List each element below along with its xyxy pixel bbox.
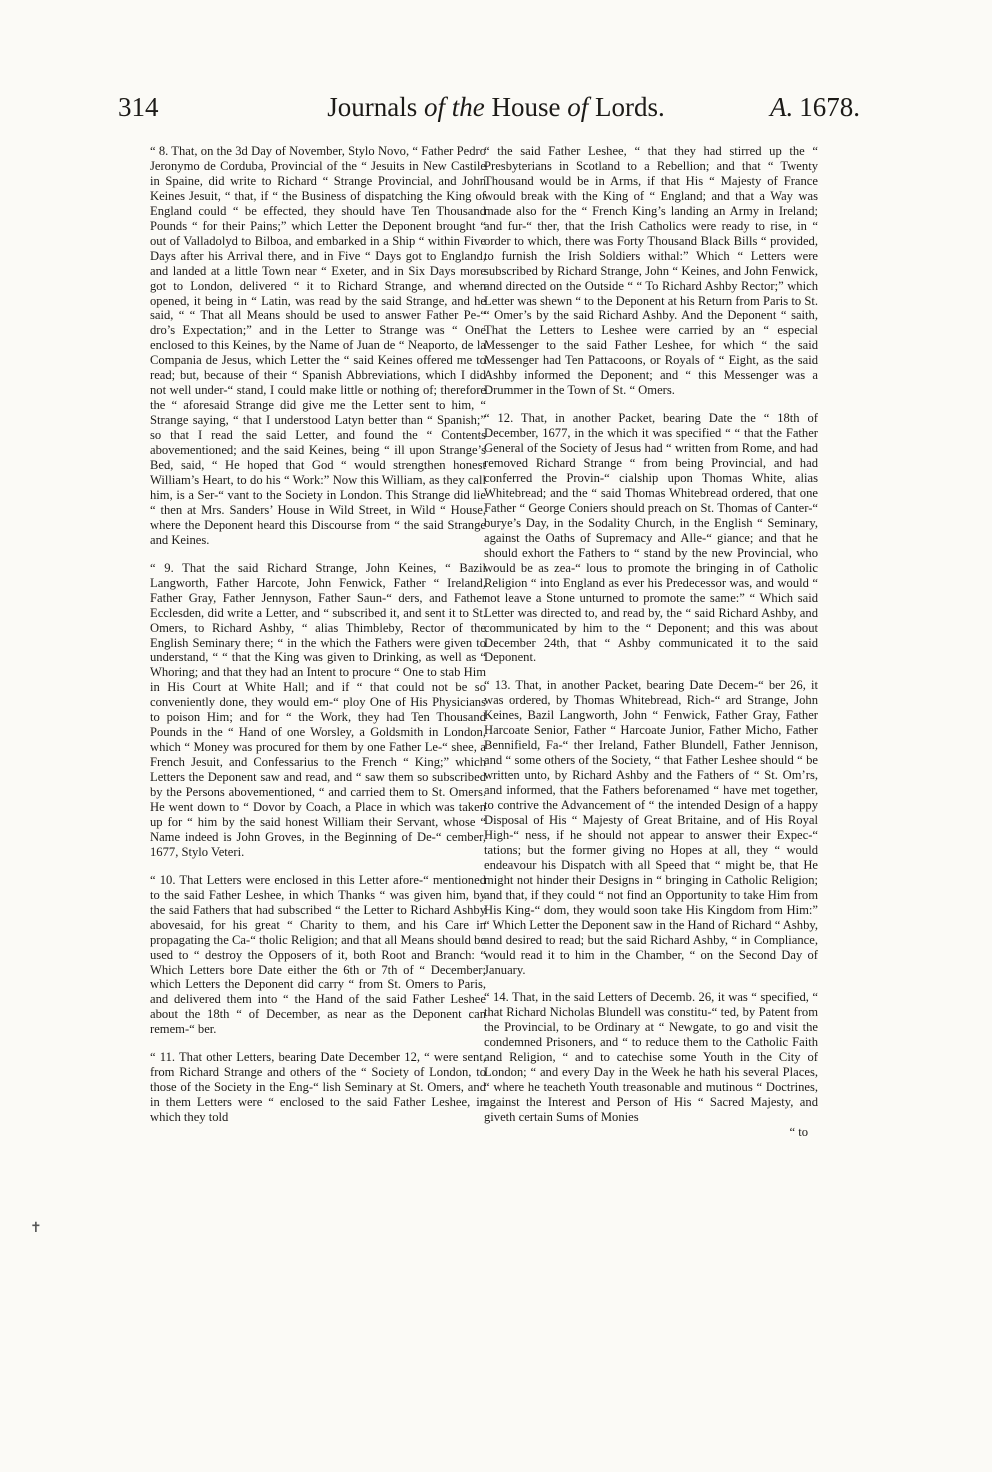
running-title: Journals of the House of Lords. (327, 92, 665, 122)
catchword: “ to (789, 1125, 808, 1140)
paragraph-10: “ 10. That Letters were enclosed in this Letter afore-“ mentioned to the said Father Leshee, in which Thanks “ was given him, by the said Fathers that had subscribed “ the Letter to Richard Ashby abovesaid, for his great “ Charity to them, and his Care in propagating the Ca-“ tholic Religion; and that all Means should be used to “ destroy the Opposers of it, both Root and Branch: “ Which Letters bore Date either the 6th or 7th of “ December; which Letters the Deponent did carry “ from St. Omers to Paris, and delivered them into “ the Hand of the said Father Leshee about the 18th “ of December, as near as the Deponent can remem-“ ber. (150, 872, 486, 1037)
left-column (150, 144, 486, 1125)
paragraph-11-continued: “ the said Father Leshee, “ that they had stirred up the “ Presbyterians in Scotland to a Rebellion; and that “ Twenty Thousand would be in Arms, if that His “ Majesty of France would break with the King of “ England; and that a Way was made also for the “ French King’s landing an Army in Ireland; and fur-“ ther, that the Irish Catholics were ready to rise, in “ order to which, there was Forty Thousand Black Bills “ provided, to furnish the Irish Soldiers withal:” Which “ Letters were subscribed by Richard Strange, John “ Keines, and John Fenwick, and directed on the Outside “ “ To Richard Ashby Rector;” which Letter was shewn “ to the Deponent at his Return from Paris to St. “ Omer’s by the said Richard Ashby. And the Deponent “ saith, That the Letters to Leshee were carried by an “ especial Messenger to the said Father Leshee, for which “ the said Messenger had Ten Pattacoons, or Royals of “ Eight, as the said Ashby informed the Deponent; and “ this Messenger was a Drummer in the Town of St. “ Omers. (484, 144, 818, 398)
paragraph-12: “ 12. That, in another Packet, bearing Date the “ 18th of December, 1677, in the which it was specified “ “ that the Father General of the Society of Jesus had “ written from Rome, and had removed Richard Strange “ from being Provincial, and had conferred the Provin-“ cialship upon Thomas White, alias Whitebread; and the “ said Thomas Whitebread ordered, that one Father “ George Coniers should preach on St. Thomas of Canter-“ burye’s Day, in the Sodality Church, in the English “ Seminary, against the Oaths of Supremacy and Alle-“ giance; and that he should exhort the Fathers to “ stand by the new Provincial, who would be as zea-“ lous to promote the bringing in of Catholic Religion “ into England as ever his Predecessor was, and would “ not leave a Stone unturned to promote the same:” “ Which said Letter was directed to, and read by, the “ said Richard Ashby, and communicated by him to the “ Deponent; and this was about December 24th, that “ Ashby communicated it to the said Deponent. (484, 411, 818, 665)
paragraph-8: “ 8. That, on the 3d Day of November, Stylo Novo, “ Father Pedro Jeronymo de Corduba, Provincial of the “ Jesuits in New Castile in Spaine, did write to Richard “ Strange Provincial, and John Keines Jesuit, “ that, if “ the Business of dispatching the King of England could “ be effected, they should have Ten Thousand Pounds “ for their Pains;” which Letter the Deponent brought “ out of Valladolyd to Bilboa, and embarked in a Ship “ within Five Days after his Arrival there, and in Five “ Days got to England, and landed at a little Town near “ Exeter, and in Six Days more got to London, delivered “ it to Richard Strange, and when opened, it being in “ Latin, was read by the said Strange, and he said, “ “ That all Means should be used to answer Father Pe-“ dro’s Expectation;” and in the Letter to Strange was “ One enclosed to this Keines, by the Name of Juan de “ Neaporto, de la Compania de Jesus, which Letter the “ said Keines offered me to read; but, because of their “ Spanish Abbreviations, which I did not well under-“ stand, I could make little or nothing of; therefore the “ aforesaid Strange did give me the Letter sent to him, “ Strange saying, “ that I understood Latyn better than “ Spanish;” so that I read the said Letter, and found the “ Contents abovementioned; and the said Keines, being “ ill upon Strange’s Bed, said, “ He hoped that God “ would strengthen honest William’s Heart, to do his “ Work:” Now this William, as they call him, is a Ser-“ vant to the Society in London. This Strange did lie “ then at Mrs. Sanders’ House in Wild Street, in Wild “ House, where the Deponent heard this Discourse from “ the said Strange and Keines. (150, 144, 486, 547)
year-heading: A. 1678. (770, 92, 860, 122)
page-header (0, 92, 992, 132)
right-column (484, 144, 818, 1140)
page-number: 314 (118, 92, 159, 122)
paragraph-11: “ 11. That other Letters, bearing Date December 12, “ were sent, from Richard Strange and others of the “ Society of London, to those of the Society in the Eng-“ lish Seminary at St. Omers, and in them Letters were “ enclosed to the said Father Leshee, in which they told (150, 1050, 486, 1125)
paragraph-9: “ 9. That the said Richard Strange, John Keines, “ Bazil Langworth, Father Harcote, John Fenwick, Father “ Ireland, Father Gray, Father Jennyson, Father Saun-“ ders, and Father Ecclesden, did write a Letter, and “ subscribed it, and sent it to St. Omers, to Richard Ashby, “ alias Thimbleby, Rector of the English Seminary there; “ in the which the Fathers were given to understand, “ “ that the King was given to Drinking, as well as “ Whoring; and that they had an Intent to procure “ One to stab Him in His Court at White Hall; and if “ that could not be so conveniently done, they would em-“ ploy One of His Physicians to poison Him; and for “ the Work, they had Ten Thousand Pounds in the “ Hand of one Worsley, a Goldsmith in London, which “ Money was procured for them by one Father Le-“ shee, a French Jesuit, and Confessarius to the French “ King;” which Letters the Deponent saw and read, and “ saw them so subscribed by the Persons abovementioned, “ and carried them to St. Omers. He went down to “ Dovor by Coach, a Place in which was taken up for “ him by the said honest William their Servant, whose “ Name indeed is John Groves, in the Beginning of De-“ cember, 1677, Stylo Veteri. (150, 560, 486, 859)
paragraph-13: “ 13. That, in another Packet, bearing Date Decem-“ ber 26, it was ordered, by Thomas Whitebread, Rich-“ ard Strange, John Keines, Bazil Langworth, John “ Fenwick, Father Gray, Father Harcoate Senior, Father “ Harcoate Junior, Father Micho, Father Bennifield, Fa-“ ther Ireland, Father Blundell, Father Jennison, and “ some others of the Society, “ that Father Leshee should “ be written unto, by Richard Ashby and the Fathers of “ St. Om’rs, and informed, that the Fathers beforenamed “ have met together, to contrive the Advancement of “ the intended Design of a happy Disposal of His “ Majesty of Great Britaine, and of His Royal High-“ ness, if he should not appear to answer their Expec-“ tations; but the former giving no Hopes at all, they “ would endeavour his Dispatch with all Speed that “ might be, that He might not hinder their Designs in “ bringing in Catholic Religion; and that, if they could “ not find an Opportunity to take Him from His King-“ dom, they would soon take His Kingdom from Him:” “ Which Letter the Deponent saw in the Hand of Richard “ Ashby, and desired to read; but the said Richard Ashby, “ in Compliance, would read it to him in the Chamber, “ on the Second Day of January. (484, 678, 818, 977)
paragraph-14: “ 14. That, in the said Letters of Decemb. 26, it was “ specified, “ that Richard Nicholas Blundell was constitu-“ ted, by Patent from the Provincial, to be Ordinary at “ Newgate, to go and visit the condemned Prisoners, and “ to reduce them to the Catholic Faith and Religion, “ and to catechise some Youth in the City of London; “ and every Day in the Week he hath his several Places, “ where he teacheth Youth treasonable and mutinous “ Doctrines, against the Interest and Person of His “ Sacred Majesty, and giveth certain Sums of Monies (484, 990, 818, 1125)
margin-mark: ✝ (30, 1221, 42, 1236)
